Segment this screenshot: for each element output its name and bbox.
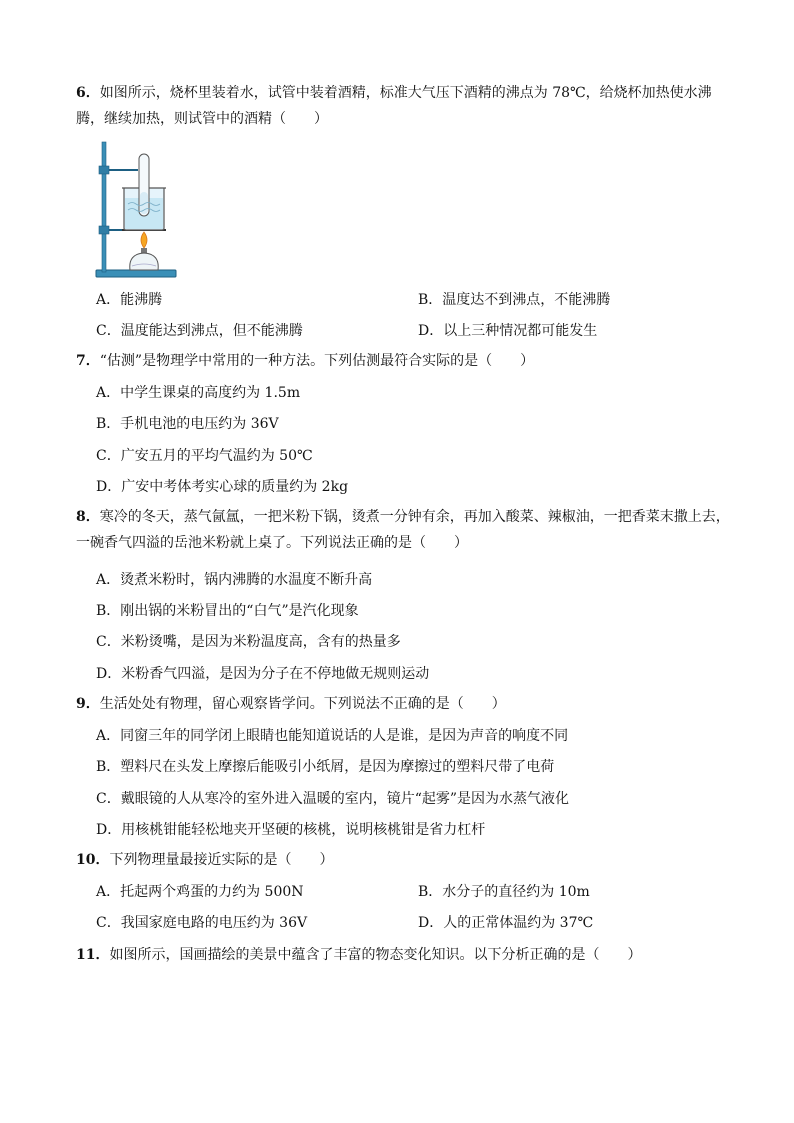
beaker-stand-icon xyxy=(94,140,180,280)
question-10 xyxy=(76,847,736,873)
question-number: 11． xyxy=(76,947,110,963)
option-8a: A．烫煮米粉时，锅内沸腾的水温度不断升高 xyxy=(96,572,373,588)
question-8 xyxy=(76,504,736,556)
option-7a: A．中学生课桌的高度约为 1.5m xyxy=(96,385,301,401)
option-8d: D．米粉香气四溢，是因为分子在不停地做无规则运动 xyxy=(96,666,430,682)
option-7b: B．手机电池的电压约为 36V xyxy=(96,416,279,432)
option-10d: D．人的正常体温约为 37℃ xyxy=(418,915,594,931)
question-9 xyxy=(76,691,736,717)
option-6b: B．温度达不到沸点，不能沸腾 xyxy=(418,292,611,308)
question-text: “估测”是物理学中常用的一种方法。下列估测最符合实际的是（ ） xyxy=(99,353,535,369)
question-number: 8． xyxy=(76,509,100,525)
question-text: 下列物理量最接近实际的是（ ） xyxy=(109,852,334,868)
question-number: 9． xyxy=(76,696,100,712)
option-8b: B．刚出锅的米粉冒出的“白气”是汽化现象 xyxy=(96,603,359,619)
question-number: 10． xyxy=(76,852,110,868)
option-9a: A．同窗三年的同学闭上眼睛也能知道说话的人是谁，是因为声音的响度不同 xyxy=(96,728,569,744)
option-6a: A．能沸腾 xyxy=(96,292,163,308)
option-6c: C．温度能达到沸点，但不能沸腾 xyxy=(96,323,303,339)
question-text: 寒冷的冬天，蒸气氤氲，一把米粉下锅，烫煮一分钟有余，再加入酸菜、辣椒油，一把香菜末撒上去，一碗香气四溢的岳池米粉就上桌了。下列说法正确的是（ ） xyxy=(76,509,730,551)
apparatus-figure xyxy=(94,140,180,280)
question-number: 6． xyxy=(76,85,100,101)
option-10b: B．水分子的直径约为 10m xyxy=(418,884,590,900)
question-11 xyxy=(76,942,736,968)
question-number: 7． xyxy=(76,353,100,369)
option-9c: C．戴眼镜的人从寒冷的室外进入温暖的室内，镜片“起雾”是因为水蒸气液化 xyxy=(96,791,570,807)
question-text: 如图所示，烧杯里装着水，试管中装着酒精，标准大气压下酒精的沸点为 78℃，给烧杯加热使水沸腾，继续加热，则试管中的酒精（ ） xyxy=(76,85,712,127)
option-7c: C．广安五月的平均气温约为 50℃ xyxy=(96,448,313,464)
question-7 xyxy=(76,348,736,374)
option-9d: D．用核桃钳能轻松地夹开坚硬的核桃，说明核桃钳是省力杠杆 xyxy=(96,822,486,838)
option-10a: A．托起两个鸡蛋的力约为 500N xyxy=(96,884,304,900)
option-6d: D．以上三种情况都可能发生 xyxy=(418,323,598,339)
question-text: 如图所示，国画描绘的美景中蕴含了丰富的物态变化知识。以下分析正确的是（ ） xyxy=(109,947,642,963)
option-10c: C．我国家庭电路的电压约为 36V xyxy=(96,915,308,931)
question-text: 生活处处有物理，留心观察皆学问。下列说法不正确的是（ ） xyxy=(99,696,506,712)
option-9b: B．塑料尺在头发上摩擦后能吸引小纸屑，是因为摩擦过的塑料尺带了电荷 xyxy=(96,759,555,775)
option-8c: C．米粉烫嘴，是因为米粉温度高，含有的热量多 xyxy=(96,634,401,650)
question-6 xyxy=(76,80,736,132)
option-7d: D．广安中考体考实心球的质量约为 2kg xyxy=(96,479,349,495)
